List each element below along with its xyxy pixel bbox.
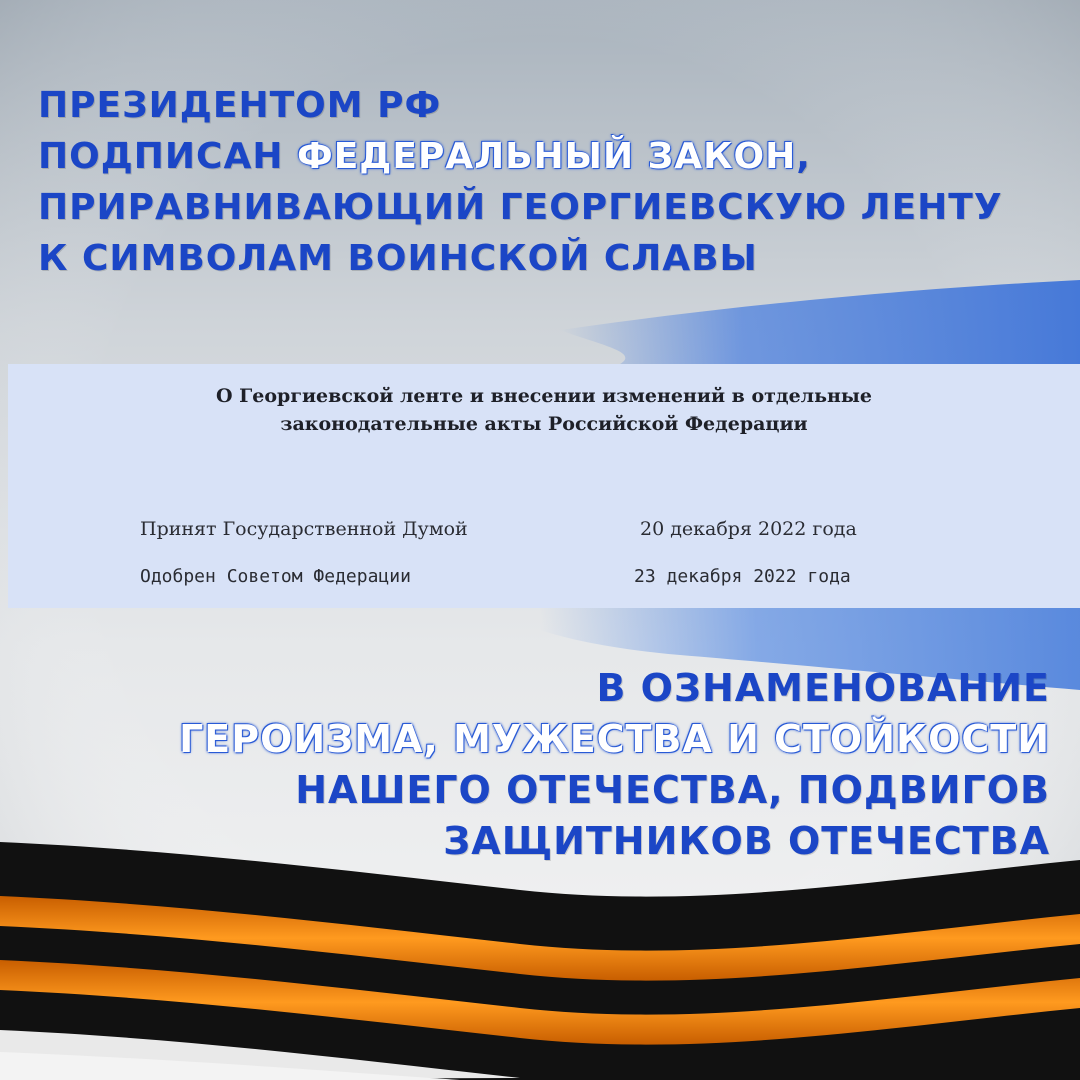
headline-line-1: ПРЕЗИДЕНТОМ РФ [38, 85, 442, 126]
headline-prefix: ПОДПИСАН [38, 136, 297, 177]
law-document-excerpt [8, 364, 1080, 608]
headline-line-3: ПРИРАВНИВАЮЩИЙ ГЕОРГИЕВСКУЮ ЛЕНТУ [38, 187, 1003, 228]
adopted-label: Принят Государственной Думой [140, 518, 468, 540]
top-headline [38, 80, 1003, 284]
headline-line-2 [38, 131, 1003, 182]
bottom-line-4: ЗАЩИТНИКОВ ОТЕЧЕСТВА [443, 819, 1050, 863]
adopted-date: 20 декабря 2022 года [640, 518, 857, 540]
headline-comma: , [796, 136, 811, 177]
bottom-headline [179, 663, 1050, 867]
document-title-line-1: О Георгиевской ленте и внесении изменений в отдельные [215, 385, 873, 407]
bottom-line-3: НАШЕГО ОТЕЧЕСТВА, ПОДВИГОВ [295, 768, 1050, 812]
headline-highlight: ФЕДЕРАЛЬНЫЙ ЗАКОН [297, 136, 797, 177]
document-title [8, 382, 1080, 438]
document-title-line-2: законодательные акты Российской Федерации [280, 413, 808, 435]
bottom-line-1: В ОЗНАМЕНОВАНИЕ [596, 666, 1050, 710]
approved-date: 23 декабря 2022 года [634, 566, 851, 587]
headline-line-4: К СИМВОЛАМ ВОИНСКОЙ СЛАВЫ [38, 238, 758, 279]
bottom-line-2: ГЕРОИЗМА, МУЖЕСТВА И СТОЙКОСТИ [179, 717, 1050, 761]
approved-label: Одобрен Советом Федерации [140, 566, 411, 587]
